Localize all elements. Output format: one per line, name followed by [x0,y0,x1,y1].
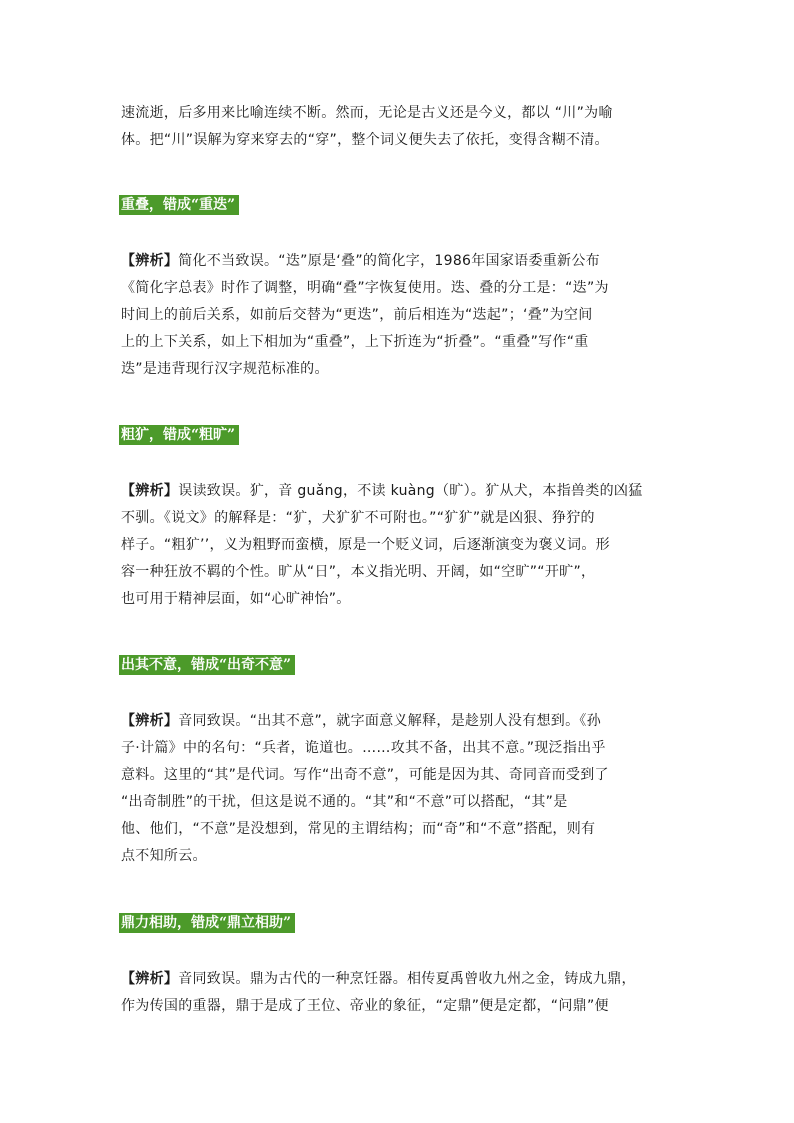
section-heading-chongdie: 重叠，错成“重迭” [119,195,239,215]
paragraph-line: 点不知所云。 [121,848,207,864]
paragraph-line: 作为传国的重器，鼎于是成了王位、帝业的象征，“定鼎”便是定都，“问鼎”便 [121,998,609,1014]
line-text: 音同致误。“出其不意”，就字面意义解释，是趁别人没有想到。《孙 [178,713,602,729]
paragraph-line: 他、他们，“不意”是没想到，常见的主谓结构；而“奇”和“不意”搭配，则有 [121,821,596,837]
line-text: 音同致误。鼎为古代的一种烹饪器。相传夏禹曾收九州之金，铸成九鼎， [178,971,636,987]
analysis-tag: 【辨析】 [121,483,179,499]
paragraph-line [121,248,681,275]
paragraph-line: 容一种狂放不羁的个性。旷从“日”，本义指光明、开阔，如“空旷”“开旷”， [121,564,596,580]
paragraph-line: 上的上下关系，如上下相加为“重叠”，上下折连为“折叠”。“重叠”写作“重 [121,334,589,350]
paragraph-line [121,478,681,505]
paragraph-line [121,708,681,735]
paragraph-line: 时间上的前后关系，如前后交替为“更迭”，前后相连为“迭起”；‘叠”为空间 [121,307,593,323]
line-text: 简化不当致误。“迭”原是‘叠”的简化字，1986年国家语委重新公布 [178,253,600,269]
paragraph-line: 也可用于精神层面，如“心旷神怡”。 [121,591,351,607]
line-text: 误读致误。犷，音 guǎng，不读 kuàng（旷）。犷从犬，本指兽类的凶猛 [178,483,643,499]
paragraph-line: 速流逝，后多用来比喻连续不断。然而，无论是古义还是今义，都以 “川”为喻 [121,105,613,121]
section-heading-cuguang: 粗犷，错成“粗旷” [119,425,239,445]
paragraph-line: 迭”是违背现行汉字规范标准的。 [121,361,329,377]
analysis-tag: 【辨析】 [121,713,179,729]
paragraph-line: 不驯。《说文》的解释是：“犷，犬犷犷不可附也。”“犷犷”就是凶狠、狰狞的 [121,510,595,526]
paragraph-line: 《简化字总表》时作了调整，明确“叠”字恢复使用。迭、叠的分工是：“迭”为 [121,280,609,296]
paragraph-line: 样子。“粗犷’’，义为粗野而蛮横，原是一个贬义词，后逐渐演变为褒义词。形 [121,537,610,553]
paragraph-line: 体。把“川”误解为穿来穿去的“穿”，整个词义便失去了依托，变得含糊不清。 [121,132,609,148]
paragraph-line [121,966,681,993]
section-body-dinglixiangzhu [121,966,681,1020]
intro-paragraph [121,100,681,154]
analysis-tag: 【辨析】 [121,971,179,987]
section-heading-chuqibuyi: 出其不意，错成“出奇不意” [119,655,295,675]
section-body-chuqibuyi [121,708,681,870]
paragraph-line: 子·计篇》中的名句：“兵者，诡道也。……攻其不备，出其不意。”现泛指出乎 [121,740,606,756]
section-body-chongdie [121,248,681,383]
section-heading-dinglixiangzhu: 鼎力相助，错成“鼎立相助” [119,913,295,933]
analysis-tag: 【辨析】 [121,253,179,269]
paragraph-line: “出奇制胜”的干扰，但这是说不通的。“其”和“不意”可以搭配，“其”是 [121,794,568,810]
paragraph-line: 意料。这里的“其”是代词。写作“出奇不意”，可能是因为其、奇同音而受到了 [121,767,609,783]
section-body-cuguang [121,478,681,613]
